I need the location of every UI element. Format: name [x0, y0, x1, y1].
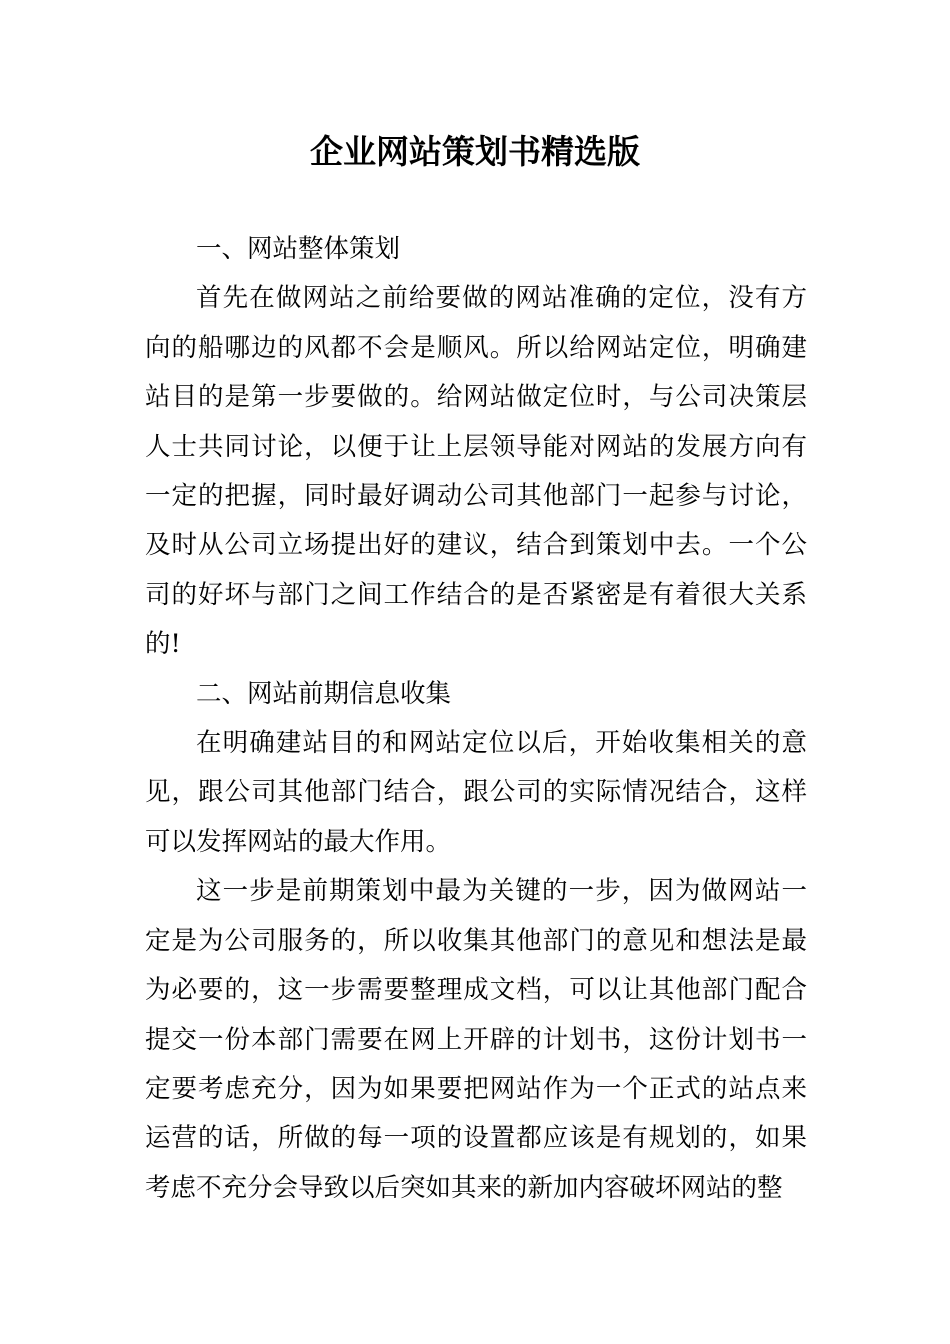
- document-title: 企业网站策划书精选版: [310, 132, 640, 171]
- section-heading-overall-planning: 一、网站整体策划: [196, 234, 401, 264]
- paragraph-collect-opinions: 在明确建站目的和网站定位以后，开始收集相关的意见，跟公司其他部门结合，跟公司的实际情况结合，这样可以发挥网站的最大作用。: [145, 728, 807, 857]
- document-body: [145, 225, 807, 1213]
- paragraph-key-step: 这一步是前期策划中最为关键的一步，因为做网站一定是为公司服务的，所以收集其他部门的意见和想法是最为必要的，这一步需要整理成文档，可以让其他部门配合提交一份本部门需要在网上开辟的计划书，这份计划书一定要考虑充分，因为如果要把网站作为一个正式的站点来运营的话，所做的每一项的设置都应该是有规划的，如果考虑不充分会导致以后突如其来的新加内容破坏网站的整: [145, 876, 807, 1203]
- paragraph-positioning: 首先在做网站之前给要做的网站准确的定位，没有方向的船哪边的风都不会是顺风。所以给网站定位，明确建站目的是第一步要做的。给网站做定位时，与公司决策层人士共同讨论，以便于让上层领导能对网站的发展方向有一定的把握，同时最好调动公司其他部门一起参与讨论，及时从公司立场提出好的建议，结合到策划中去。一个公司的好坏与部门之间工作结合的是否紧密是有着很大关系的!: [145, 283, 807, 660]
- section-heading-info-collection: 二、网站前期信息收集: [196, 678, 452, 709]
